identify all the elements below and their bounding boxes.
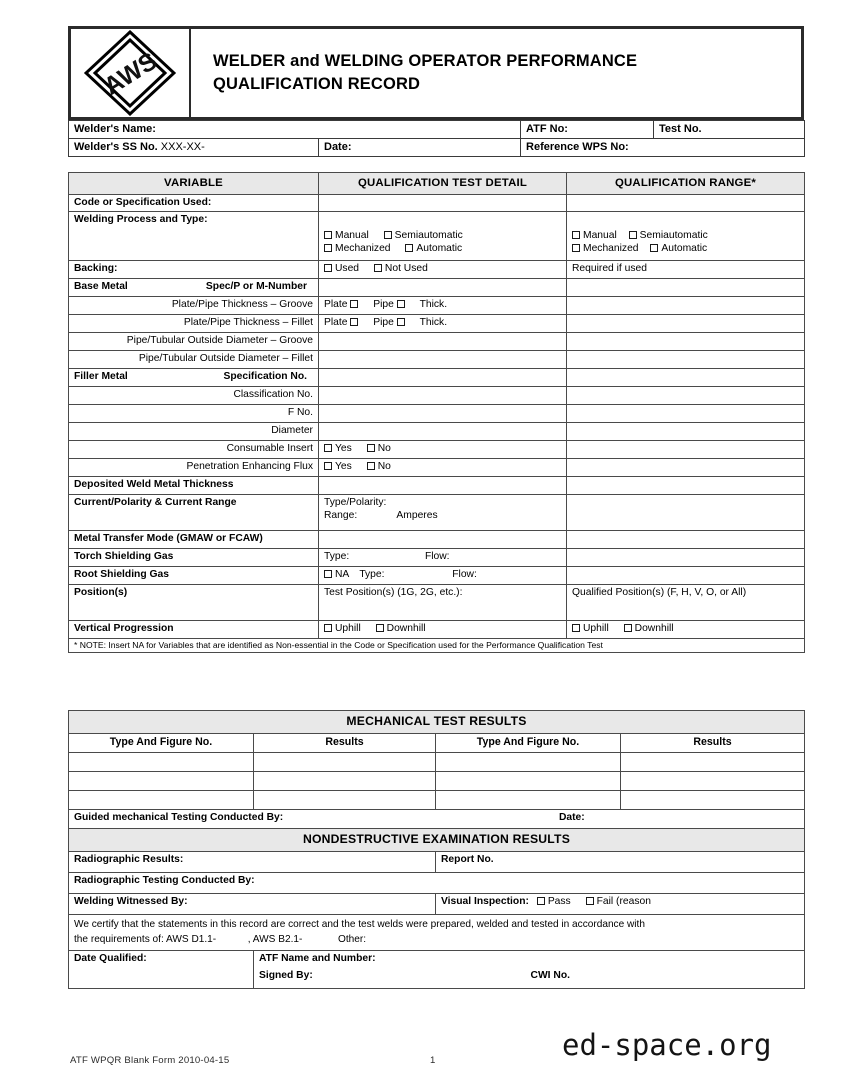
table-row: [69, 549, 805, 567]
table-row: [69, 477, 805, 495]
welder-name-label: Welder's Name:: [74, 123, 156, 135]
checkbox-range-manual[interactable]: [572, 231, 580, 239]
cell-base-metal-range[interactable]: [567, 279, 805, 297]
label-visual-pass: Pass: [547, 896, 571, 907]
radiographic-results-field[interactable]: Radiographic Results:: [69, 852, 436, 873]
cell-diameter-detail[interactable]: [319, 423, 567, 441]
welder-info-block: [68, 120, 804, 157]
table-row: [69, 212, 805, 261]
rt-conducted-row: [69, 873, 805, 894]
cell-f-no-range[interactable]: [567, 405, 805, 423]
label-detail-uphill: Uphill: [335, 623, 361, 634]
table-row: [69, 772, 805, 791]
label-filler-spec-no: Specification No.: [223, 371, 307, 382]
visual-inspection-label: Visual Inspection:: [441, 896, 529, 907]
table-row: [69, 279, 805, 297]
cell-code-spec-detail[interactable]: [319, 195, 567, 212]
cell-current-polarity-detail[interactable]: [319, 495, 567, 531]
table-row: [69, 261, 805, 279]
logo-cell: [71, 29, 191, 117]
row-label-od-fillet: Pipe/Tubular Outside Diameter – Fillet: [69, 351, 319, 369]
atf-name-label: ATF Name and Number:: [259, 953, 376, 965]
table-row: [69, 753, 805, 772]
cell-classification-detail[interactable]: [319, 387, 567, 405]
guided-testing-row: [69, 810, 805, 829]
welder-name-field[interactable]: [69, 121, 521, 139]
table-row: [69, 441, 805, 459]
row-label-deposited-thickness: Deposited Weld Metal Thickness: [69, 477, 319, 495]
mechanical-band: [69, 711, 805, 734]
label-visual-fail: Fail (reason: [596, 896, 651, 907]
cell-backing-detail[interactable]: [319, 261, 567, 279]
cell-diameter-range[interactable]: [567, 423, 805, 441]
cell-filler-metal-detail[interactable]: [319, 369, 567, 387]
label-detail-semiautomatic: Semiautomatic: [394, 230, 463, 241]
mech-cell-type-2-r3[interactable]: [436, 791, 621, 810]
label-root-type: Type:: [359, 569, 385, 580]
variable-table: [68, 172, 804, 653]
label-groove-thick: Thick.: [419, 299, 448, 310]
cell-deposited-thickness-range[interactable]: [567, 477, 805, 495]
label-groove-pipe: Pipe: [373, 299, 394, 310]
checkbox-detail-manual[interactable]: [324, 231, 332, 239]
radiographic-results-label: Radiographic Results: [74, 854, 180, 865]
label-torch-type: Type:: [324, 551, 350, 562]
row-label-base-metal: [69, 279, 319, 297]
table-row: [69, 369, 805, 387]
cell-thickness-fillet-detail[interactable]: [319, 315, 567, 333]
footer-page-number: 1: [430, 1055, 436, 1066]
row-label-backing: Backing:: [69, 261, 319, 279]
radiographic-results-row: [69, 852, 805, 873]
cell-deposited-thickness-detail[interactable]: [319, 477, 567, 495]
checkbox-visual-pass[interactable]: [537, 897, 545, 905]
table-row: [69, 531, 805, 549]
row-label-current-polarity: Current/Polarity & Current Range: [69, 495, 319, 531]
cell-root-gas-detail[interactable]: [319, 567, 567, 585]
masthead: [68, 26, 804, 120]
label-fillet-pipe: Pipe: [373, 317, 394, 328]
cell-metal-transfer-range[interactable]: [567, 531, 805, 549]
checkbox-range-semiautomatic[interactable]: [629, 231, 637, 239]
rt-conducted-label: Radiographic Testing Conducted By:: [74, 875, 255, 886]
checkbox-consumable-no[interactable]: [367, 444, 375, 452]
mech-cell-results-2-r1[interactable]: [621, 753, 805, 772]
cell-positions-range[interactable]: Qualified Position(s) (F, H, V, O, or All): [567, 585, 805, 621]
test-no-label: Test No.: [659, 123, 702, 135]
welding-witnessed-field[interactable]: [69, 894, 436, 915]
label-groove-plate: Plate: [324, 299, 348, 310]
cell-welding-process-detail[interactable]: [319, 212, 567, 261]
label-base-metal: Base Metal: [74, 281, 128, 292]
table-row: [69, 387, 805, 405]
cell-od-groove-range[interactable]: [567, 333, 805, 351]
mechanical-column-headers: [69, 734, 805, 753]
atf-no-label: ATF No:: [526, 123, 568, 135]
mech-col-type-1: Type And Figure No.: [69, 734, 254, 753]
guided-testing-label: Guided mechanical Testing Conducted By:: [74, 812, 284, 823]
guided-testing-field[interactable]: [69, 810, 805, 829]
welder-ss-field[interactable]: [69, 139, 319, 157]
row-label-welding-process: Welding Process and Type:: [69, 212, 319, 261]
label-fillet-thick: Thick.: [419, 317, 448, 328]
mech-col-type-2: Type And Figure No.: [436, 734, 621, 753]
mech-cell-type-2-r2[interactable]: [436, 772, 621, 791]
welder-ss-row: [69, 139, 805, 157]
row-label-root-shielding-gas: Root Shielding Gas: [69, 567, 319, 585]
row-label-metal-transfer-mode: Metal Transfer Mode (GMAW or FCAW): [69, 531, 319, 549]
report-no-label: Report No.: [441, 854, 494, 865]
title-block: [191, 29, 801, 117]
checkbox-root-gas-na[interactable]: [324, 570, 332, 578]
row-label-od-groove: Pipe/Tubular Outside Diameter – Groove: [69, 333, 319, 351]
cell-vertical-progression-detail[interactable]: [319, 621, 567, 639]
row-label-consumable-insert: Consumable Insert: [69, 441, 319, 459]
label-range-uphill: Uphill: [583, 623, 609, 634]
report-no-field[interactable]: [436, 852, 805, 873]
watermark: ed-space.org: [562, 1028, 772, 1062]
checkbox-visual-fail[interactable]: [586, 897, 594, 905]
mech-cell-results-1-r3[interactable]: [254, 791, 436, 810]
table-row: [69, 567, 805, 585]
mech-cell-results-2-r2[interactable]: [621, 772, 805, 791]
welding-witnessed-label: Welding Witnessed By:: [74, 896, 188, 907]
test-no-field[interactable]: [654, 121, 805, 139]
cwi-no-label: CWI No.: [530, 969, 570, 981]
cell-metal-transfer-detail[interactable]: [319, 531, 567, 549]
note-row: [69, 639, 805, 653]
checkbox-detail-semiautomatic[interactable]: [384, 231, 392, 239]
variable-table-note: * NOTE: Insert NA for Variables that are identified as Non-essential in the Code or Specification used for the Performance Qualification Test: [69, 639, 805, 653]
welder-ss-mask: XXX-XX-: [160, 141, 205, 153]
row-label-vertical-progression: Vertical Progression: [69, 621, 319, 639]
mech-cell-type-1-r2[interactable]: [69, 772, 254, 791]
cell-consumable-insert-detail[interactable]: [319, 441, 567, 459]
label-range-automatic: Automatic: [661, 243, 708, 255]
checkbox-range-automatic[interactable]: [650, 244, 658, 252]
label-root-flow: Flow:: [452, 569, 477, 580]
table-row: [69, 297, 805, 315]
label-detail-manual: Manual: [335, 230, 369, 241]
label-flux-no: No: [377, 461, 391, 472]
table-row: [69, 405, 805, 423]
cell-welding-process-range[interactable]: [567, 212, 805, 261]
checkbox-backing-not-used[interactable]: [374, 264, 382, 272]
reference-wps-label: Reference WPS No:: [526, 141, 629, 153]
atf-no-field[interactable]: [521, 121, 654, 139]
col-header-variable: VARIABLE: [69, 173, 319, 195]
cell-base-metal-detail[interactable]: [319, 279, 567, 297]
cell-filler-metal-range[interactable]: [567, 369, 805, 387]
label-torch-flow: Flow:: [424, 551, 450, 562]
label-backing-used: Used: [335, 263, 360, 274]
cell-torch-gas-range[interactable]: [567, 549, 805, 567]
svg-text:AWS: AWS: [98, 46, 163, 101]
form-title-line-1: WELDER and WELDING OPERATOR PERFORMANCE: [213, 51, 638, 70]
form-title-line-2: QUALIFICATION RECORD: [213, 75, 421, 93]
table-row: [69, 459, 805, 477]
label-root-na: NA: [335, 569, 349, 580]
label-range-mechanized: Mechanized: [583, 243, 639, 255]
cell-thickness-groove-detail[interactable]: [319, 297, 567, 315]
row-label-thickness-fillet: Plate/Pipe Thickness – Fillet: [69, 315, 319, 333]
cell-classification-range[interactable]: [567, 387, 805, 405]
footer-form-id: ATF WPQR Blank Form 2010-04-15: [70, 1055, 230, 1066]
checkbox-range-downhill[interactable]: [624, 624, 632, 632]
table-row: [69, 423, 805, 441]
checkbox-flux-no[interactable]: [367, 462, 375, 470]
table-row: [69, 195, 805, 212]
cell-positions-detail[interactable]: Test Position(s) (1G, 2G, etc.):: [319, 585, 567, 621]
col-header-range: QUALIFICATION RANGE*: [567, 173, 805, 195]
label-range-downhill: Downhill: [634, 623, 674, 634]
date-qualified-field[interactable]: [69, 951, 254, 989]
certification-line-2a: the requirements of: AWS D1.1-: [74, 933, 217, 945]
table-row: [69, 621, 805, 639]
certification-line-2c: Other:: [337, 933, 367, 945]
mech-cell-type-2-r1[interactable]: [436, 753, 621, 772]
label-detail-downhill: Downhill: [386, 623, 426, 634]
row-label-thickness-groove: Plate/Pipe Thickness – Groove: [69, 297, 319, 315]
checkbox-flux-yes[interactable]: [324, 462, 332, 470]
welding-witnessed-row: [69, 894, 805, 915]
row-label-code-spec: Code or Specification Used:: [69, 195, 319, 212]
date-label: Date:: [324, 141, 352, 153]
label-fillet-plate: Plate: [324, 317, 348, 328]
row-label-positions: Position(s): [69, 585, 319, 621]
cell-penetration-flux-range[interactable]: [567, 459, 805, 477]
cell-consumable-insert-range[interactable]: [567, 441, 805, 459]
label-backing-not-used: Not Used: [384, 263, 428, 274]
visual-inspection-field[interactable]: [436, 894, 805, 915]
variable-table-header: [69, 173, 805, 195]
mechanical-test-results-title: MECHANICAL TEST RESULTS: [69, 711, 805, 734]
checkbox-range-uphill[interactable]: [572, 624, 580, 632]
mech-cell-type-1-r3[interactable]: [69, 791, 254, 810]
col-header-test-detail: QUALIFICATION TEST DETAIL: [319, 173, 567, 195]
checkbox-range-mechanized[interactable]: [572, 244, 580, 252]
checkbox-detail-mechanized[interactable]: [324, 244, 332, 252]
mech-cell-results-1-r1[interactable]: [254, 753, 436, 772]
row-label-torch-shielding-gas: Torch Shielding Gas: [69, 549, 319, 567]
row-label-diameter: Diameter: [69, 423, 319, 441]
label-type-polarity: Type/Polarity:: [324, 497, 387, 508]
signoff-row: [69, 951, 805, 989]
cell-vertical-progression-range[interactable]: [567, 621, 805, 639]
rt-conducted-field[interactable]: [69, 873, 805, 894]
label-consumable-no: No: [377, 443, 391, 454]
mech-col-results-2: Results: [621, 734, 805, 753]
table-row: [69, 333, 805, 351]
checkbox-groove-pipe[interactable]: [397, 300, 405, 308]
row-label-filler-metal: [69, 369, 319, 387]
aws-diamond-logo-icon: [84, 30, 176, 116]
guided-testing-date-label: Date:: [558, 812, 585, 823]
certification-row: [69, 915, 805, 951]
cell-current-polarity-range[interactable]: [567, 495, 805, 531]
date-qualified-label: Date Qualified:: [74, 953, 147, 965]
cell-od-groove-detail[interactable]: [319, 333, 567, 351]
label-range-semiautomatic: Semiautomatic: [639, 230, 708, 241]
row-label-penetration-flux: Penetration Enhancing Flux: [69, 459, 319, 477]
checkbox-fillet-pipe[interactable]: [397, 318, 405, 326]
cell-penetration-flux-detail[interactable]: [319, 459, 567, 477]
cell-f-no-detail[interactable]: [319, 405, 567, 423]
checkbox-detail-automatic[interactable]: [405, 244, 413, 252]
date-field[interactable]: [319, 139, 521, 157]
table-row: [69, 585, 805, 621]
cell-root-gas-range[interactable]: [567, 567, 805, 585]
cell-torch-gas-detail[interactable]: [319, 549, 567, 567]
nde-title: NONDESTRUCTIVE EXAMINATION RESULTS: [69, 829, 805, 852]
mech-cell-type-1-r1[interactable]: [69, 753, 254, 772]
label-filler-metal: Filler Metal: [74, 371, 128, 382]
label-base-metal-spec: Spec/P or M-Number: [205, 281, 307, 292]
table-row: [69, 495, 805, 531]
checkbox-detail-downhill[interactable]: [376, 624, 384, 632]
row-label-f-no: F No.: [69, 405, 319, 423]
cell-backing-range[interactable]: Required if used: [567, 261, 805, 279]
nde-band: [69, 829, 805, 852]
checkbox-detail-uphill[interactable]: [324, 624, 332, 632]
cell-code-spec-range[interactable]: [567, 195, 805, 212]
label-amperes: Amperes: [396, 510, 438, 522]
cell-od-fillet-detail[interactable]: [319, 351, 567, 369]
label-range-manual: Manual: [583, 230, 617, 241]
reference-wps-field[interactable]: [521, 139, 805, 157]
signed-by-label: Signed By:: [259, 969, 313, 981]
certification-line-1: We certify that the statements in this record are correct and the test welds were prepared, welded and tested in accordance with: [74, 919, 645, 930]
checkbox-groove-plate[interactable]: [350, 300, 358, 308]
mech-cell-results-1-r2[interactable]: [254, 772, 436, 791]
welder-name-row: [69, 121, 805, 139]
label-consumable-yes: Yes: [335, 443, 352, 454]
label-detail-mechanized: Mechanized: [335, 243, 391, 255]
label-detail-automatic: Automatic: [416, 243, 463, 255]
checkbox-consumable-yes[interactable]: [324, 444, 332, 452]
cell-od-fillet-range[interactable]: [567, 351, 805, 369]
certification-statement: [69, 915, 805, 951]
welder-ss-label: Welder's SS No.: [74, 141, 158, 153]
signoff-right-cell[interactable]: [254, 951, 805, 989]
results-section: [68, 710, 804, 989]
mech-cell-results-2-r3[interactable]: [621, 791, 805, 810]
label-flux-yes: Yes: [335, 461, 352, 472]
certification-line-2b: , AWS B2.1-: [247, 933, 303, 945]
cell-thickness-groove-range[interactable]: [567, 297, 805, 315]
checkbox-fillet-plate[interactable]: [350, 318, 358, 326]
cell-thickness-fillet-range[interactable]: [567, 315, 805, 333]
label-range: Range:: [324, 510, 358, 522]
table-row: [69, 791, 805, 810]
table-row: [69, 351, 805, 369]
row-label-classification-no: Classification No.: [69, 387, 319, 405]
checkbox-backing-used[interactable]: [324, 264, 332, 272]
mech-col-results-1: Results: [254, 734, 436, 753]
table-row: [69, 315, 805, 333]
